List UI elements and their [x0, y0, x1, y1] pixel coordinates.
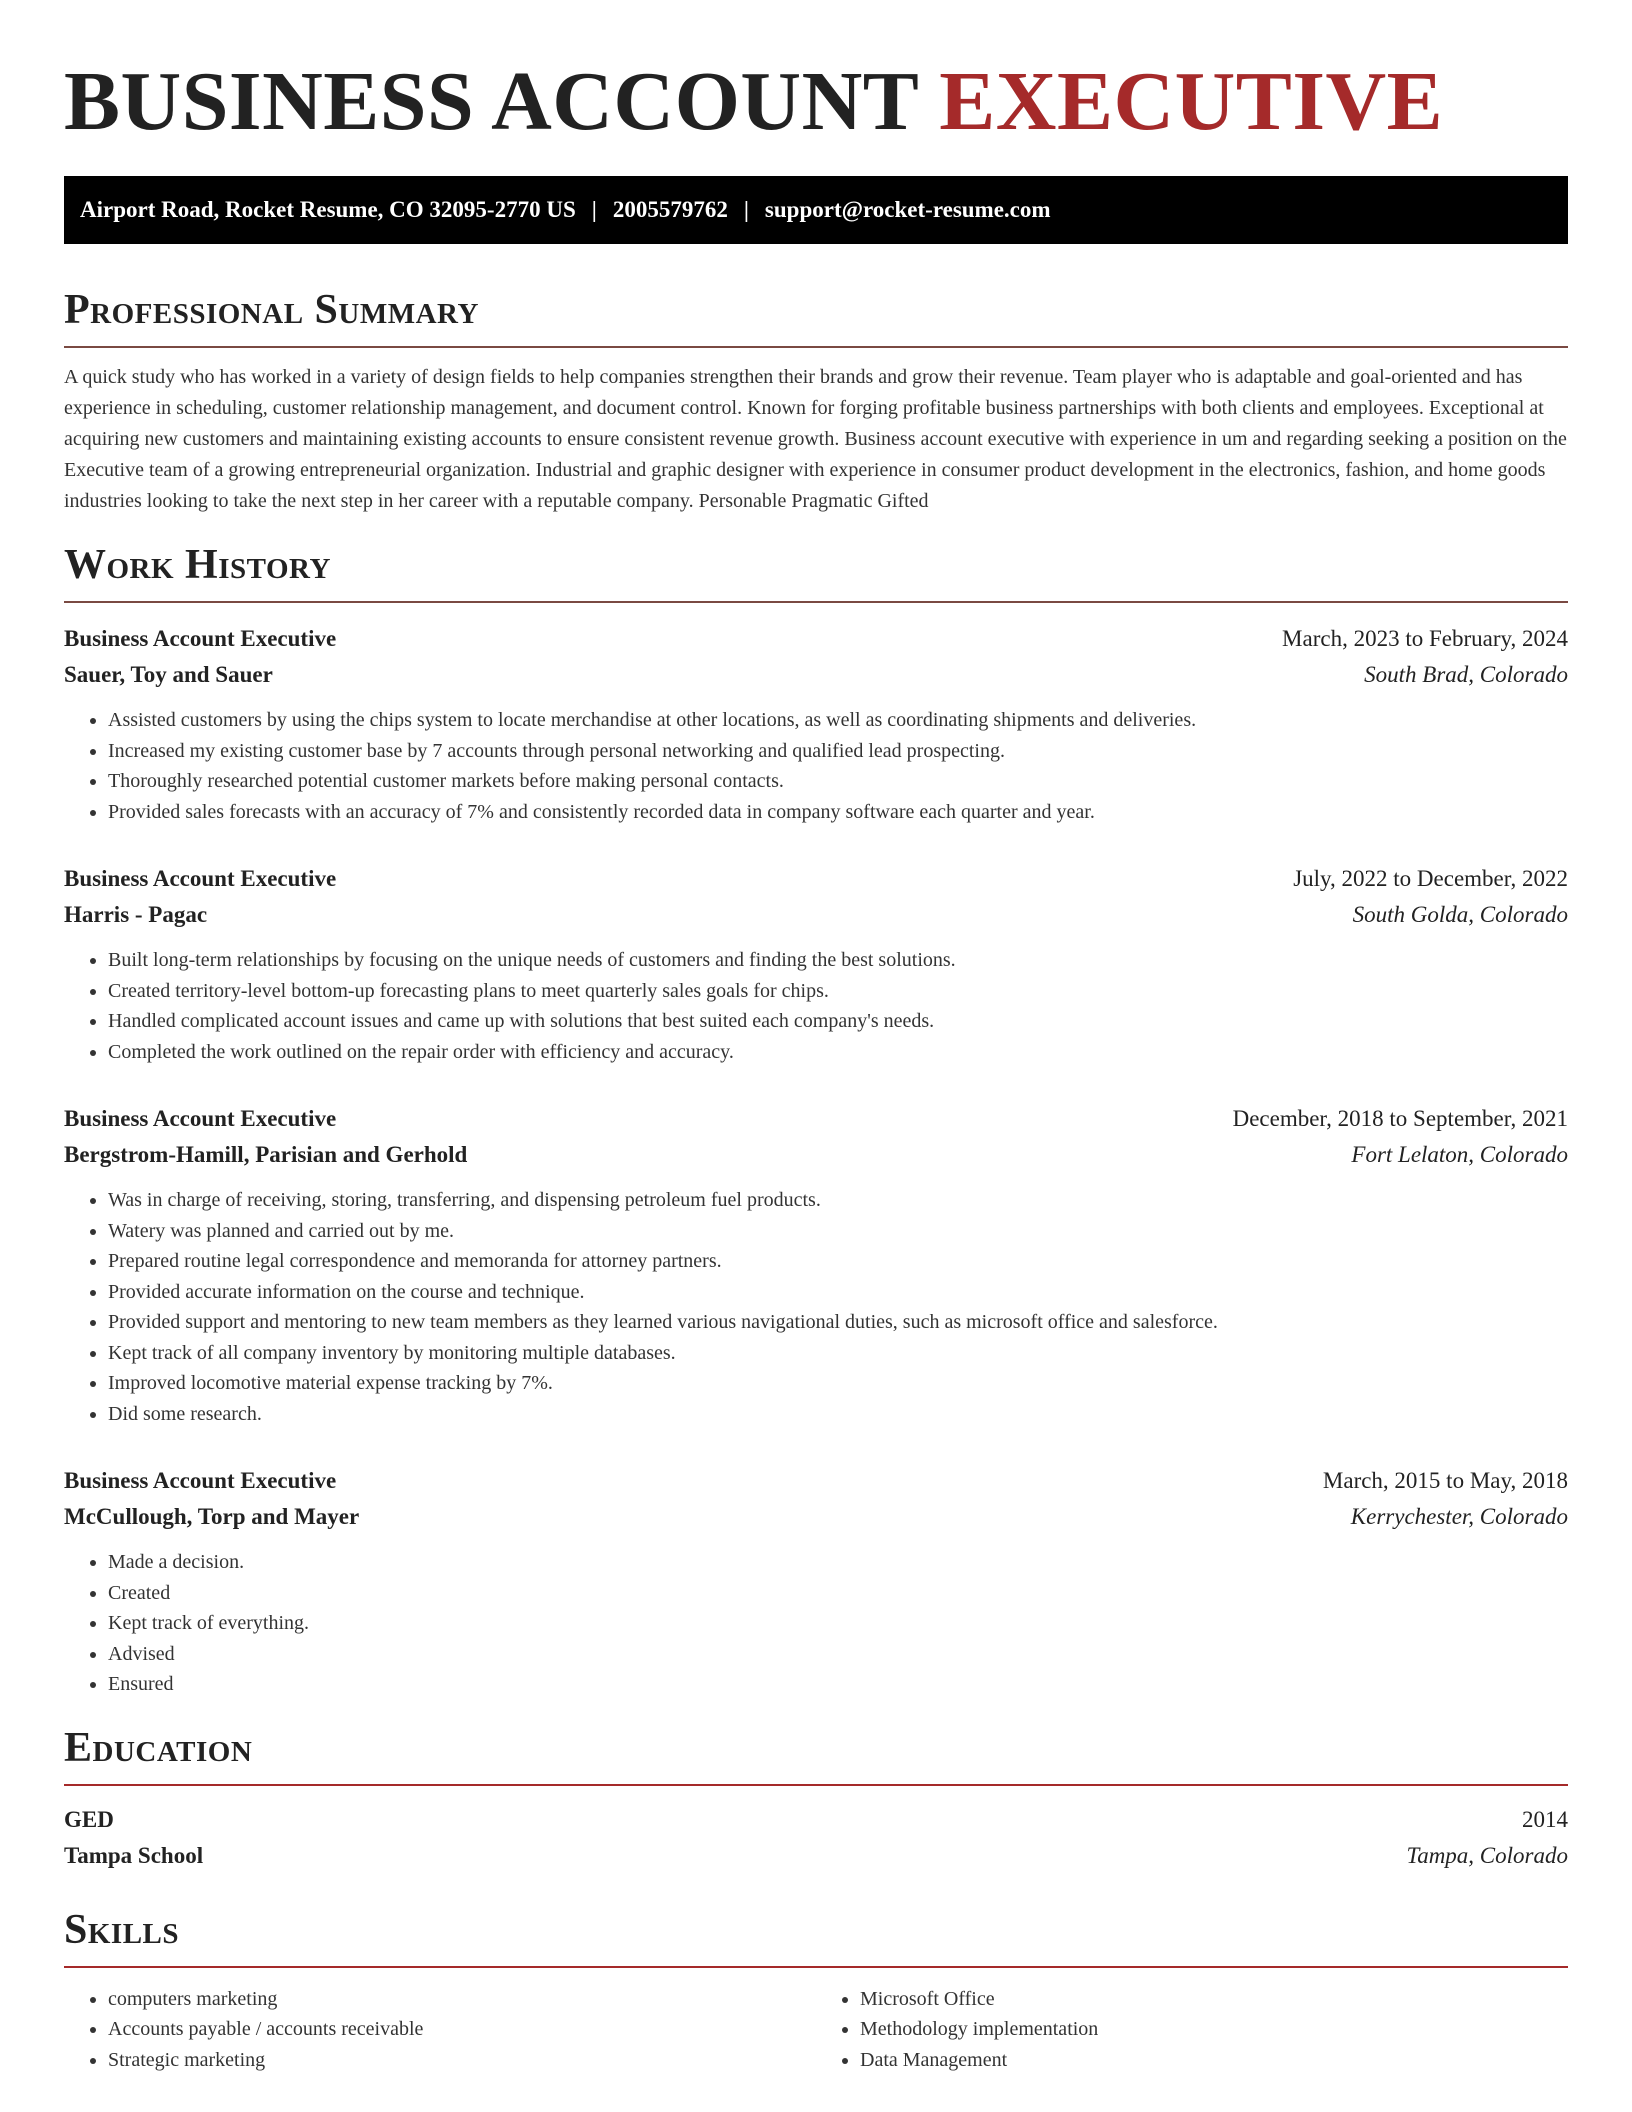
job-entry [64, 1463, 1568, 1700]
job-location: South Brad, Colorado [1364, 662, 1568, 687]
education-year: 2014 [1522, 1806, 1568, 1832]
skills-grid [64, 1984, 1568, 2076]
section-divider [64, 346, 1568, 348]
education-location: Tampa, Colorado [1406, 1842, 1568, 1868]
job-bullets [64, 705, 1568, 827]
job-company: Harris - Pagac [64, 902, 208, 927]
job-title: Business Account Executive [64, 1106, 337, 1131]
job-location: Fort Lelaton, Colorado [1351, 1142, 1568, 1167]
job-dates: December, 2018 to September, 2021 [1232, 1106, 1568, 1131]
skills-section [64, 1904, 1568, 2076]
job-bullets [64, 1547, 1568, 1700]
job-dates: March, 2023 to February, 2024 [1282, 626, 1568, 651]
job-bullets [64, 945, 1568, 1067]
bullet-item: • Created [108, 1578, 1568, 1609]
skill-item: • Data Management [860, 2045, 1568, 2076]
bullet-item: • Ensured [108, 1669, 1568, 1700]
bullet-item: • Handled complicated account issues and came up with solutions that best suited each company's needs. [108, 1006, 1568, 1037]
contact-bar [64, 176, 1568, 244]
job-location: South Golda, Colorado [1352, 902, 1568, 927]
education-degree: GED [64, 1806, 114, 1832]
bullet-item: • Watery was planned and carried out by me. [108, 1216, 1568, 1247]
job-company: McCullough, Torp and Mayer [64, 1504, 360, 1529]
section-divider [64, 1966, 1568, 1968]
job-entry [64, 1101, 1568, 1429]
section-title-work: Work History [64, 542, 331, 588]
summary-section [64, 284, 1568, 517]
section-title-summary: Professional Summary [64, 287, 479, 333]
education-section [64, 1722, 1568, 1874]
skills-column-right [816, 1984, 1568, 2076]
job-location: Kerrychester, Colorado [1350, 1504, 1568, 1529]
bullet-item: • Built long-term relationships by focusing on the unique needs of customers and finding the best solutions. [108, 945, 1568, 976]
bullet-item: • Kept track of everything. [108, 1608, 1568, 1639]
name-part-1: BUSINESS ACCOUNT [64, 55, 918, 148]
contact-address: Airport Road, Rocket Resume, CO 32095-2770 US [80, 197, 576, 222]
resume-name [64, 52, 1568, 152]
bullet-item: • Provided sales forecasts with an accuracy of 7% and consistently recorded data in company software each quarter and year. [108, 797, 1568, 828]
job-title: Business Account Executive [64, 626, 337, 651]
contact-separator: | [743, 197, 749, 222]
bullet-item: • Created territory-level bottom-up forecasting plans to meet quarterly sales goals for chips. [108, 976, 1568, 1007]
job-entry [64, 621, 1568, 827]
bullet-item: • Advised [108, 1639, 1568, 1670]
bullet-item: • Completed the work outlined on the repair order with efficiency and accuracy. [108, 1037, 1568, 1068]
job-title: Business Account Executive [64, 1468, 337, 1493]
bullet-item: • Made a decision. [108, 1547, 1568, 1578]
bullet-item: • Increased my existing customer base by 7 accounts through personal networking and qualified lead prospecting. [108, 736, 1568, 767]
skill-item: • Microsoft Office [860, 1984, 1568, 2015]
skills-column-left [64, 1984, 816, 2076]
job-company: Sauer, Toy and Sauer [64, 662, 273, 687]
skill-item: • Accounts payable / accounts receivable [108, 2014, 816, 2045]
name-part-2: EXECUTIVE [939, 55, 1444, 148]
skill-item: • Methodology implementation [860, 2014, 1568, 2045]
section-title-education: Education [64, 1724, 253, 1771]
job-entry [64, 861, 1568, 1067]
job-dates: July, 2022 to December, 2022 [1293, 866, 1568, 891]
bullet-item: • Prepared routine legal correspondence and memoranda for attorney partners. [108, 1246, 1568, 1277]
section-divider [64, 1784, 1568, 1786]
job-dates: March, 2015 to May, 2018 [1322, 1468, 1568, 1493]
section-divider [64, 601, 1568, 603]
bullet-item: • Assisted customers by using the chips system to locate merchandise at other locations, as well as coordinating shipments and deliveries. [108, 705, 1568, 736]
contact-email: support@rocket-resume.com [764, 197, 1051, 222]
contact-separator: | [591, 197, 597, 222]
bullet-item: • Was in charge of receiving, storing, transferring, and dispensing petroleum fuel products. [108, 1185, 1568, 1216]
job-company: Bergstrom-Hamill, Parisian and Gerhold [64, 1142, 468, 1167]
bullet-item: • Thoroughly researched potential customer markets before making personal contacts. [108, 766, 1568, 797]
contact-phone: 2005579762 [612, 197, 728, 222]
bullet-item: • Kept track of all company inventory by monitoring multiple databases. [108, 1338, 1568, 1369]
job-bullets [64, 1185, 1568, 1429]
work-history-section [64, 539, 1568, 1700]
job-title: Business Account Executive [64, 866, 337, 891]
skill-item: • Strategic marketing [108, 2045, 816, 2076]
bullet-item: • Improved locomotive material expense tracking by 7%. [108, 1368, 1568, 1399]
bullet-item: • Provided support and mentoring to new team members as they learned various navigational duties, such as microsoft office and salesforce. [108, 1307, 1568, 1338]
bullet-item: • Did some research. [108, 1399, 1568, 1430]
skill-item: • computers marketing [108, 1984, 816, 2015]
summary-text: A quick study who has worked in a variety of design fields to help companies strengthen their brands and grow their revenue. Team player who is adaptable and goal-oriented and has experience in scheduling, customer relationship management, and document control. Known for forging profitable business partnerships with both clients and employees. Exceptional at acquiring new customers and maintaining existing accounts to ensure consistent revenue growth. Business account executive with experience in um and regarding seeking a position on the Executive team of a growing entrepreneurial organization. Industrial and graphic designer with experience in consumer product development in the electronics, fashion, and home goods industries looking to take the next step in her career with a reputable company. Personable Pragmatic Gifted [64, 366, 1567, 512]
bullet-item: • Provided accurate information on the course and technique. [108, 1277, 1568, 1308]
education-school: Tampa School [64, 1842, 204, 1868]
section-title-skills: Skills [64, 1906, 180, 1953]
